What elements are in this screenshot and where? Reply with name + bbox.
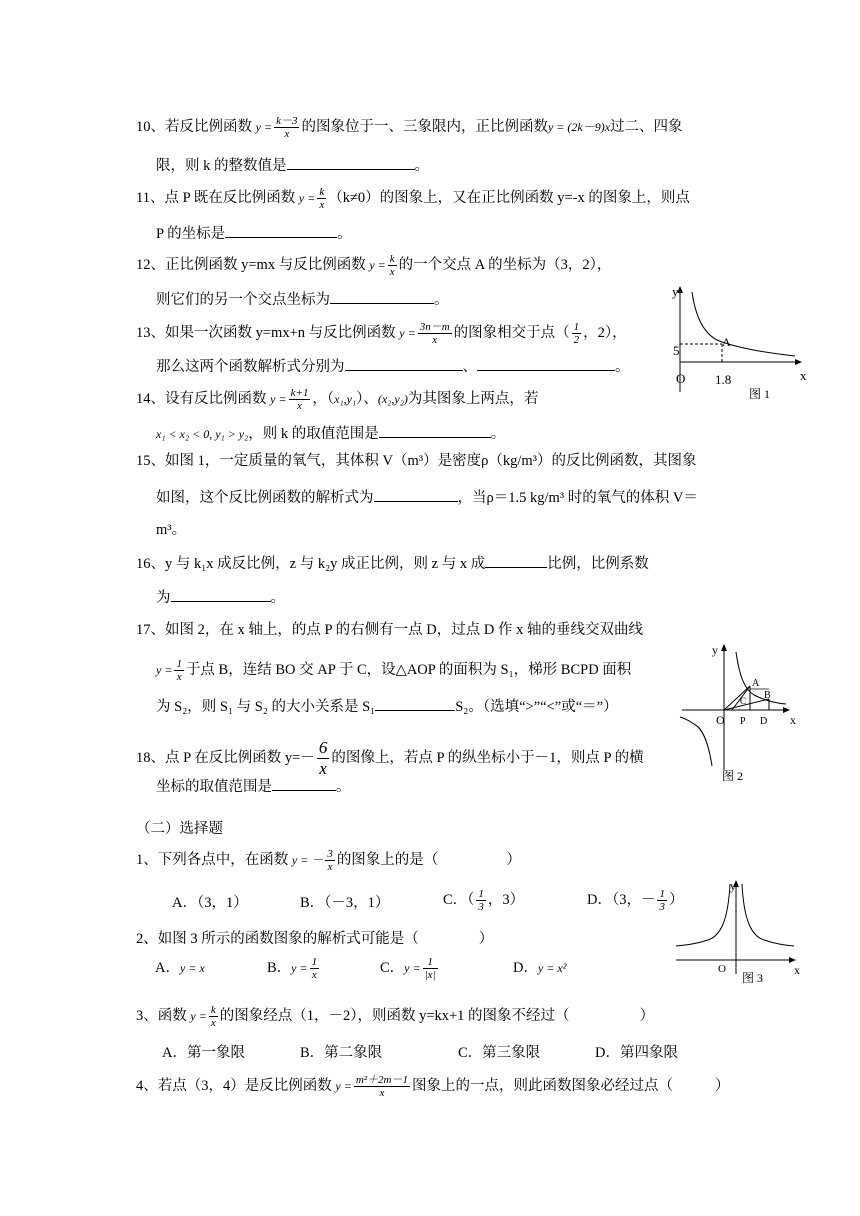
svg-text:B: B [764,690,771,701]
q13-line2: 那么这两个函数解析式分别为 、 。 [156,356,630,377]
curve-q3 [680,717,712,766]
q18-line1: 18、点 P 在反比例函数 y=－ $\frac{6}{x}$ 的图像上，若点 P 的纵坐标小于－1，则点 P 的横 [136,738,644,778]
fig1-x-tick: 1.8 [715,372,732,387]
choice-q1-option-d[interactable]: D．（3，－ $\frac{1}{3}$ ） [587,888,684,913]
fraction: $\frac{3}{x}$ [327,848,333,873]
answer-blank[interactable] [485,553,547,568]
q15-line2: 如图，这个反比例函数的解析式为 ，当ρ＝1.5 kg/m³ 时的氧气的体积 V＝ [156,487,698,508]
choice-q2-option-a[interactable]: A．y = x [155,960,205,976]
choice-q3-option-b[interactable]: B．第二象限 [300,1045,383,1061]
answer-blank[interactable] [345,356,463,371]
svg-text:y: y [712,643,718,657]
answer-blank[interactable] [287,155,415,170]
choice-q2-option-c[interactable]: C．y = $\frac{1}{|x|}$ [380,956,436,981]
svg-text:A: A [752,678,760,689]
section-heading: （二）选择题 [136,821,223,837]
fraction: $\frac{k}{x}$ [319,186,325,211]
svg-text:O: O [716,713,725,727]
answer-blank[interactable] [272,776,336,791]
answer-blank[interactable] [374,487,458,502]
q15-line1: 15、如图 1，一定质量的氧气，其体积 V（m³）是密度ρ（kg/m³）的反比例函数，其图象 [136,453,697,469]
choice-q1: 1、下列各点中，在函数 y = － $\frac{3}{x}$ 的图象上的是（ ） [136,848,521,873]
figure-1 [660,282,820,404]
q11-line2: P 的坐标是 。 [156,223,352,244]
svg-text:D: D [760,716,768,727]
choice-q1-option-a[interactable]: A．（3，1） [172,895,248,911]
fraction: $\frac{k+1}{x}$ [290,387,309,412]
fraction: $\frac{1}{3}$ [478,888,484,913]
answer-blank[interactable] [477,356,615,371]
svg-text:y: y [730,879,736,893]
q14-line1: 14、设有反比例函数 y = $\frac{k+1}{x}$ ，（x₁,y₁）、(x₂,y₂)为其图象上两点，若 [136,387,539,412]
svg-text:x: x [790,713,796,727]
answer-blank[interactable] [375,696,455,711]
svg-text:图 2: 图 2 [722,769,744,783]
fig1-caption: 图 1 [749,387,771,401]
svg-text:P: P [740,716,746,727]
q10-line1: 10、若反比例函数 y = $\frac{k-3}{x}$ 的图象位于一、三象限内，正比例函数y = (2k－9)x过二、四象 [136,115,683,140]
choice-q2-option-b[interactable]: B．y = $\frac{1}{x}$ [267,956,318,981]
q16-line2: 为 。 [156,587,285,608]
fraction: $\frac{3n-m}{x}$ [419,321,450,346]
fraction: $\frac{1}{3}$ [659,888,665,913]
fraction: $\frac{1}{2}$ [573,321,580,346]
figure-2 [674,640,814,790]
svg-text:x: x [794,963,800,977]
choice-q3-option-d[interactable]: D．第四象限 [595,1045,678,1061]
q18-line2: 坐标的取值范围是 。 [156,776,351,797]
answer-blank[interactable] [171,587,271,602]
fraction: $\frac{k}{x}$ [210,1004,216,1029]
q13-line1: 13、如果一次函数 y=mx+n 与反比例函数 y = $\frac{3n-m}{x}$ 的图象相交于点（ $\frac{1}{2}$ ，2）， [136,321,627,346]
x-axis-arrow [795,359,802,365]
svg-text:C: C [740,696,747,706]
fraction: $\frac{1}{|x|}$ [424,956,436,981]
fig1-origin: O [676,371,686,386]
fig1-point-a: A [722,335,731,349]
choice-q4: 4、若点（3，4）是反比例函数 y = $\frac{\text{m²＋2m－1}}{x}$ 图象上的一点，则此函数图象必经过点（ ） [136,1074,730,1099]
choice-q3-option-c[interactable]: C．第三象限 [458,1045,541,1061]
figure-3 [672,874,812,990]
svg-text:O: O [718,963,726,975]
choice-q2: 2、如图 3 所示的函数图象的解析式可能是（ ） [136,931,494,947]
q17-line3: 为 S₂，则 S₁ 与 S₂ 的大小关系是 S₁ S₂。（选填“>”“<”或“＝”） [156,696,618,717]
q17-line2: y = $\frac{1}{x}$ 于点 B，连结 BO 交 AP 于 C，设△AOP 的面积为 S₁，梯形 BCPD 面积 [156,658,632,683]
fraction: $\frac{1}{x}$ [311,956,318,981]
answer-blank[interactable] [379,423,491,438]
curve [692,292,795,356]
choice-q3: 3、函数 y = $\frac{k}{x}$ 的图象经点（1，－2），则函数 y=kx+1 的图象不经过（ ） [136,1004,655,1029]
fraction: $\frac{1}{x}$ [176,658,182,683]
choice-q1-option-c[interactable]: C．（ $\frac{1}{3}$ ，3） [443,888,525,913]
fraction: $\frac{\text{m²＋2m－1}}{x}$ [355,1074,408,1099]
choice-q2-option-d[interactable]: D．y = x² [513,960,567,976]
q16-line1: 16、y 与 k₁x 成反比例，z 与 k₂y 成正比例，则 z 与 x 成 比例，比例系数 [136,553,649,574]
svg-text:图 3: 图 3 [742,971,764,985]
q17-line1: 17、如图 2，在 x 轴上，的点 P 的右侧有一点 D，过点 D 作 x 轴的垂线交双曲线 [136,622,643,638]
choice-q3-option-a[interactable]: A．第一象限 [162,1045,245,1061]
choice-q1-option-b[interactable]: B．（－3，1） [300,895,390,911]
fraction: $\frac{6}{x}$ [318,738,328,778]
q14-line2: x₁ < x₂ < 0, y₁ > y₂，则 k 的取值范围是 。 [156,423,505,444]
fig1-y-tick: 5 [673,343,680,358]
q11-line1: 11、点 P 既在反比例函数 y = $\frac{k}{x}$ （k≠0）的图象上，又在正比例函数 y=-x 的图象上，则点 [136,186,690,211]
answer-blank[interactable] [330,289,434,304]
q12-line1: 12、正比例函数 y=mx 与反比例函数 y = $\frac{k}{x}$ 的一个交点 A 的坐标为（3，2）， [136,253,612,278]
fig1-y-label: y [672,284,679,299]
fig1-x-label: x [800,368,807,383]
q15-line3: m³。 [156,522,187,538]
q12-line2: 则它们的另一个交点坐标为 。 [156,289,449,310]
answer-blank[interactable] [225,223,337,238]
fraction: $\frac{k-3}{x}$ [276,115,298,140]
fraction: $\frac{k}{x}$ [389,253,395,278]
q10-line2: 限，则 k 的整数值是 。 [156,155,429,176]
